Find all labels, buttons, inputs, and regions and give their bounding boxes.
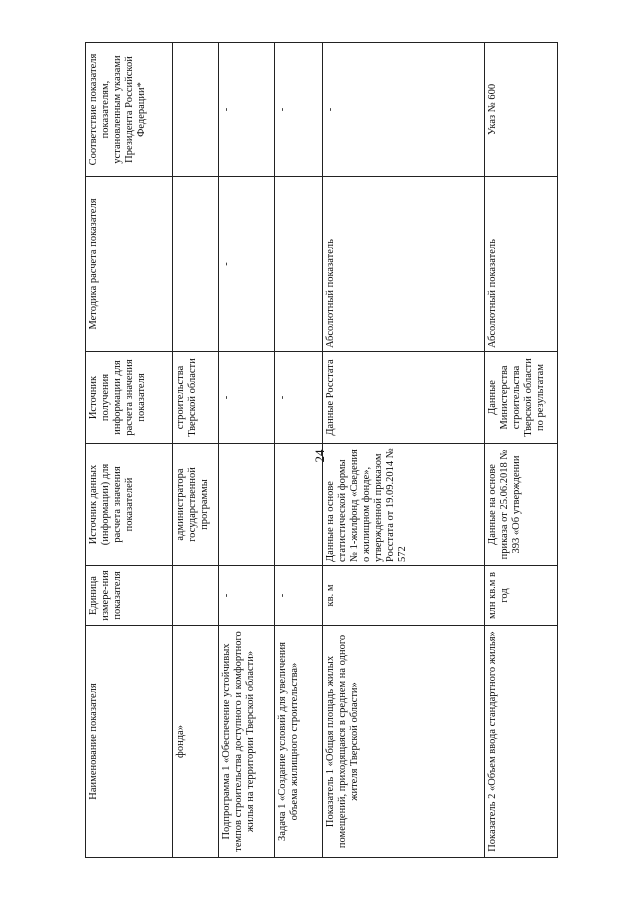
header-unit: Единица измере-ния показателя (86, 566, 173, 626)
header-method: Методика расчета показателя (86, 177, 173, 352)
header-decree-match: Соответствие показателя показателям, установленным указами Президента Российской Федерации* (86, 43, 173, 177)
table-row (219, 43, 275, 858)
header-data-source: Источник данных (информации) для расчета значения показателей (86, 444, 173, 566)
cell-info-source: Данные Министерства строительства Тверской области по результатам (485, 352, 558, 444)
cell-method (275, 177, 323, 352)
cell-unit: - (219, 566, 275, 626)
cell-data-source: Данные на основе статистической формы № 1-жилфонд «Сведения о жилищном фонде», утвержденной приказом Росстата от 19.09.2014 № 572 (323, 444, 485, 566)
cell-info-source: Данные Росстата (323, 352, 485, 444)
cell-decree: - (323, 43, 485, 177)
cell-info-source: - (275, 352, 323, 444)
header-indicator-name: Наименование показателя (86, 626, 173, 858)
table-row (275, 43, 323, 858)
cell-unit: млн кв.м в год (485, 566, 558, 626)
table-row (485, 43, 558, 858)
cell-name: фонда» (173, 626, 219, 858)
header-info-source: Источник получения информации для расчета значения показателя (86, 352, 173, 444)
indicators-table-wrapper (85, 43, 557, 858)
cell-data-source (219, 444, 275, 566)
table-header-row (86, 43, 173, 858)
indicators-table (85, 42, 558, 858)
cell-method: Абсолютный показатель (485, 177, 558, 352)
page-number: 24 (312, 449, 327, 463)
cell-name: Показатель 1 «Общая площадь жилых помещений, приходящаяся в среднем на одного жителя Тверской области» (323, 626, 485, 858)
cell-method: - (219, 177, 275, 352)
cell-name: Задача 1 «Создание условий для увеличения объема жилищного строительства» (275, 626, 323, 858)
cell-name: Показатель 2 «Объем ввода стандартного жилья» (485, 626, 558, 858)
cell-method: Абсолютный показатель (323, 177, 485, 352)
cell-name: Подпрограмма 1 «Обеспечение устойчивых темпов строительства доступного и комфортного жилья на территории Тверской области» (219, 626, 275, 858)
cell-decree (173, 43, 219, 177)
cell-unit: кв. м (323, 566, 485, 626)
cell-data-source: администратора государственной программы (173, 444, 219, 566)
table-row (173, 43, 219, 858)
cell-decree: - (275, 43, 323, 177)
cell-decree: - (219, 43, 275, 177)
cell-data-source: Данные на основе приказа от 25.06.2018 № 393 «Об утверждении (485, 444, 558, 566)
cell-info-source: - (219, 352, 275, 444)
cell-unit (173, 566, 219, 626)
table-row (323, 43, 485, 858)
cell-unit: - (275, 566, 323, 626)
cell-method (173, 177, 219, 352)
cell-decree: Указ № 600 (485, 43, 558, 177)
cell-info-source: строительства Тверской области (173, 352, 219, 444)
cell-data-source (275, 444, 323, 566)
